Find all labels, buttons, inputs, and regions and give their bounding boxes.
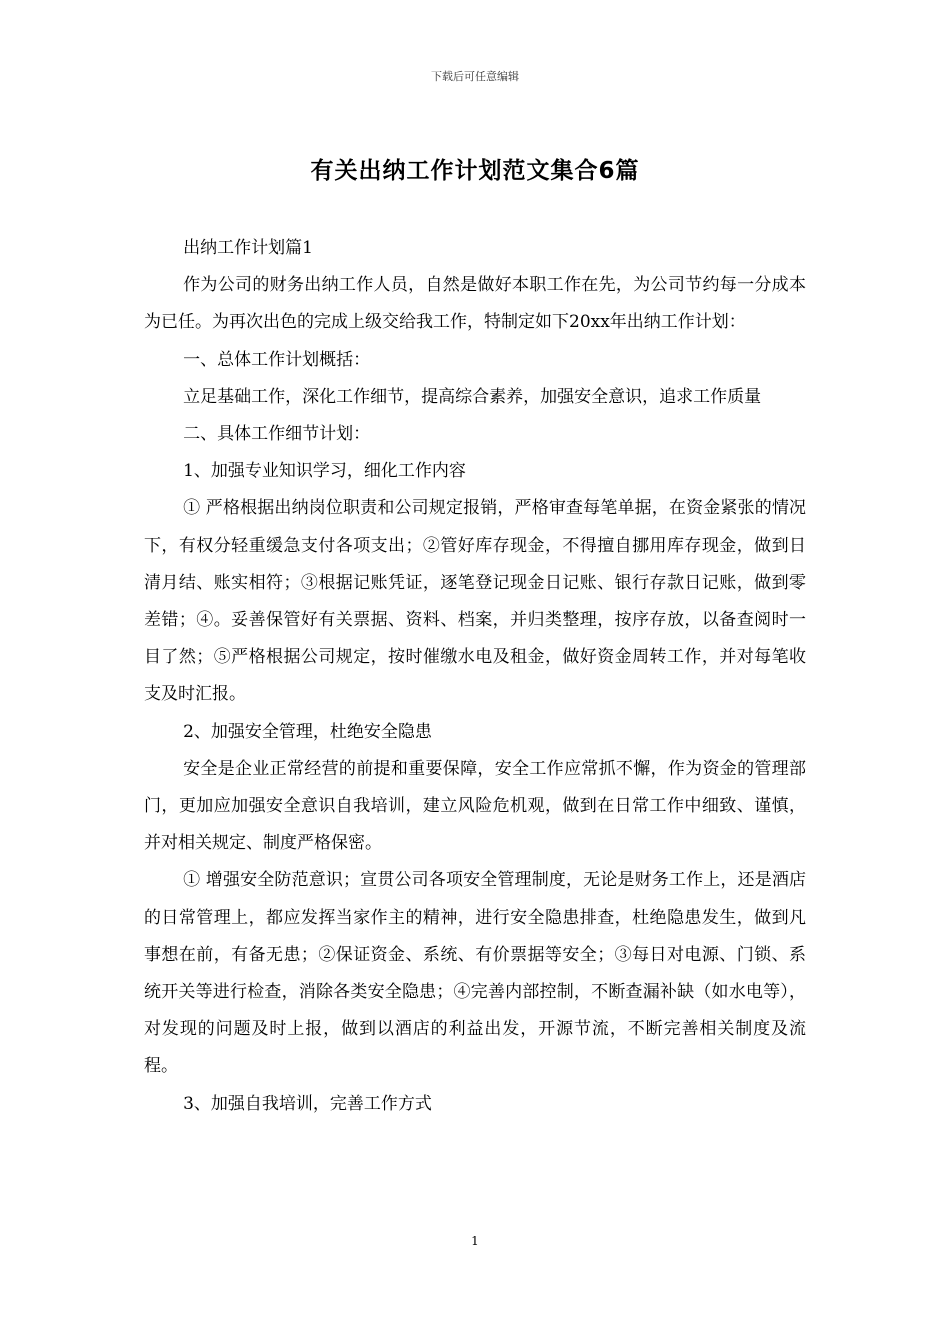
section-heading: 出纳工作计划篇1 <box>183 238 313 258</box>
section-heading: 一、总体工作计划概括： <box>183 349 371 370</box>
section-heading: 二、具体工作细节计划： <box>183 424 371 445</box>
subsection-heading: 3、加强自我培训，完善工作方式 <box>183 1093 432 1114</box>
header-note: 下载后可任意编辑 <box>431 70 519 83</box>
body-paragraph: 安全是企业正常经营的前提和重要保障，安全工作应常抓不懈，作为资金的管理部门，更加应加强安全意识自我培训，建立风险危机观，做到在日常工作中细致、谨慎，并对相关规定、制度严格保密。 <box>144 758 806 854</box>
document-body <box>144 230 806 1123</box>
page-number: 1 <box>471 1234 479 1248</box>
subsection-heading: 1、加强专业知识学习，细化工作内容 <box>183 461 466 482</box>
subsection-heading: 2、加强安全管理，杜绝安全隐患 <box>183 721 432 742</box>
body-paragraph: 作为公司的财务出纳工作人员，自然是做好本职工作在先，为公司节约每一分成本为已任。为再次出色的完成上级交给我工作，特制定如下20xx年出纳工作计划： <box>144 275 806 333</box>
body-paragraph: ① 严格根据出纳岗位职责和公司规定报销，严格审查每笔单据，在资金紧张的情况下，有权分轻重缓急支付各项支出；②管好库存现金，不得擅自挪用库存现金，做到日清月结、账实相符；③根据记账凭证，逐笔登记现金日记账、银行存款日记账，做到零差错；④。妥善保管好有关票据、资料、档案，并归类整理，按序存放，以备查阅时一目了然；⑤严格根据公司规定，按时催缴水电及租金，做好资金周转工作，并对每笔收支及时汇报。 <box>144 498 806 705</box>
body-paragraph: ① 增强安全防范意识；宣贯公司各项安全管理制度，无论是财务工作上，还是酒店的日常管理上，都应发挥当家作主的精神，进行安全隐患排查，杜绝隐患发生，做到凡事想在前，有备无患；②保证资金、系统、有价票据等安全；③每日对电源、门锁、系统开关等进行检查，消除各类安全隐患；④完善内部控制，不断查漏补缺（如水电等），对发现的问题及时上报，做到以酒店的利益出发，开源节流，不断完善相关制度及流程。 <box>144 870 806 1077</box>
document-title: 有关出纳工作计划范文集合6篇 <box>310 158 640 184</box>
body-paragraph: 立足基础工作，深化工作细节，提高综合素养，加强安全意识，追求工作质量 <box>183 386 762 407</box>
